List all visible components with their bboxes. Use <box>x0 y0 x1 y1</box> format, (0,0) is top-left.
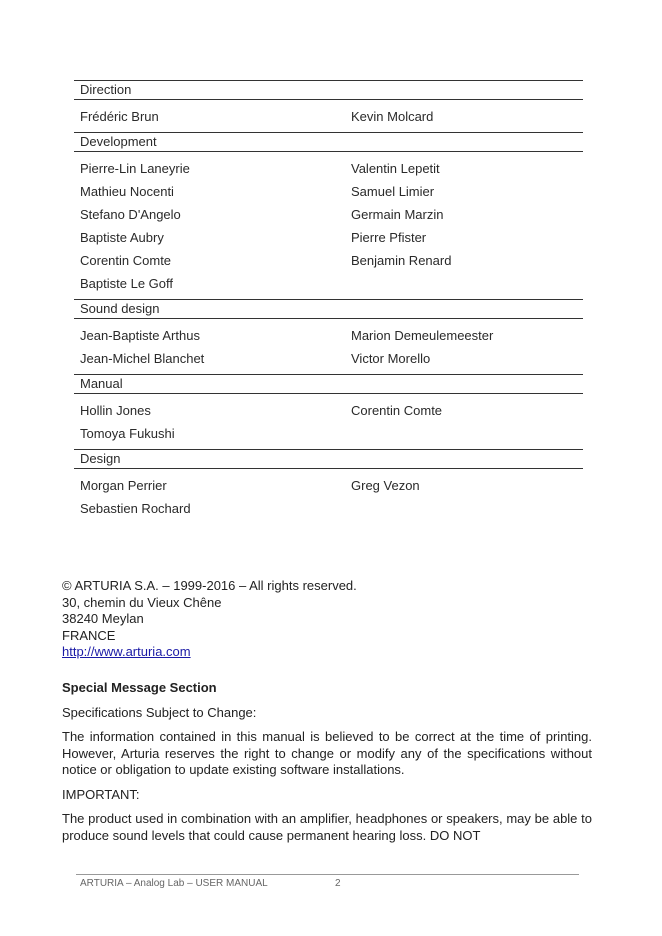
address-street: 30, chemin du Vieux Chêne <box>62 594 222 610</box>
credit-name: Tomoya Fukushi <box>80 426 175 441</box>
section-manual <box>74 374 583 449</box>
address-country: FRANCE <box>62 627 116 643</box>
section-heading: Design <box>74 449 583 469</box>
section-design <box>74 449 583 524</box>
special-message-section <box>62 680 592 852</box>
credit-name: Kevin Molcard <box>351 109 434 124</box>
credit-name: Marion Demeulemeester <box>351 328 494 343</box>
credit-name: Pierre-Lin Laneyrie <box>80 161 190 176</box>
section-direction <box>74 80 583 132</box>
credit-name: Sebastien Rochard <box>80 501 191 516</box>
message-paragraph: The product used in combination with an amplifier, headphones or speakers, may be able to produce sound levels that could cause permanent hearing loss. DO NOT <box>62 811 592 843</box>
credit-name: Morgan Perrier <box>80 478 167 493</box>
page-footer <box>80 878 341 889</box>
section-heading: Sound design <box>74 299 583 319</box>
message-title: Special Message Section <box>62 680 217 695</box>
credit-name: Valentin Lepetit <box>351 161 440 176</box>
credit-name: Samuel Limier <box>351 184 435 199</box>
credit-name: Baptiste Aubry <box>80 230 164 245</box>
message-subtitle: Specifications Subject to Change: <box>62 704 257 720</box>
page-number: 2 <box>335 878 341 889</box>
credit-name: Corentin Comte <box>80 253 172 268</box>
section-heading: Direction <box>74 80 583 100</box>
credit-name: Jean-Baptiste Arthus <box>80 328 200 343</box>
copyright-line: © ARTURIA S.A. – 1999-2016 – All rights reserved. <box>62 578 357 593</box>
credit-name: Jean-Michel Blanchet <box>80 351 205 366</box>
section-sound-design <box>74 299 583 374</box>
website-link[interactable]: http://www.arturia.com <box>62 644 191 659</box>
credit-name: Stefano D'Angelo <box>80 207 181 222</box>
credit-name: Pierre Pfister <box>351 230 427 245</box>
important-label: IMPORTANT: <box>62 786 140 802</box>
address-city: 38240 Meylan <box>62 611 144 626</box>
credit-name: Hollin Jones <box>80 403 151 418</box>
company-address <box>62 578 357 661</box>
credits <box>74 80 583 524</box>
section-development <box>74 132 583 299</box>
footer-divider <box>76 874 579 875</box>
credit-name: Benjamin Renard <box>351 253 452 268</box>
credit-name: Corentin Comte <box>351 403 443 418</box>
credit-name: Germain Marzin <box>351 207 444 222</box>
credit-name: Greg Vezon <box>351 478 420 493</box>
credit-name: Mathieu Nocenti <box>80 184 174 199</box>
footer-text: ARTURIA – Analog Lab – USER MANUAL <box>80 878 268 889</box>
message-paragraph: The information contained in this manual is believed to be correct at the time of printing. However, Arturia reserves the right to change or modify any of the specifications without notice or obligation to update existing software installations. <box>62 729 592 777</box>
credit-name: Victor Morello <box>351 351 431 366</box>
credit-name: Frédéric Brun <box>80 109 159 124</box>
section-heading: Development <box>74 132 583 152</box>
credit-name: Baptiste Le Goff <box>80 276 173 291</box>
section-heading: Manual <box>74 374 583 394</box>
